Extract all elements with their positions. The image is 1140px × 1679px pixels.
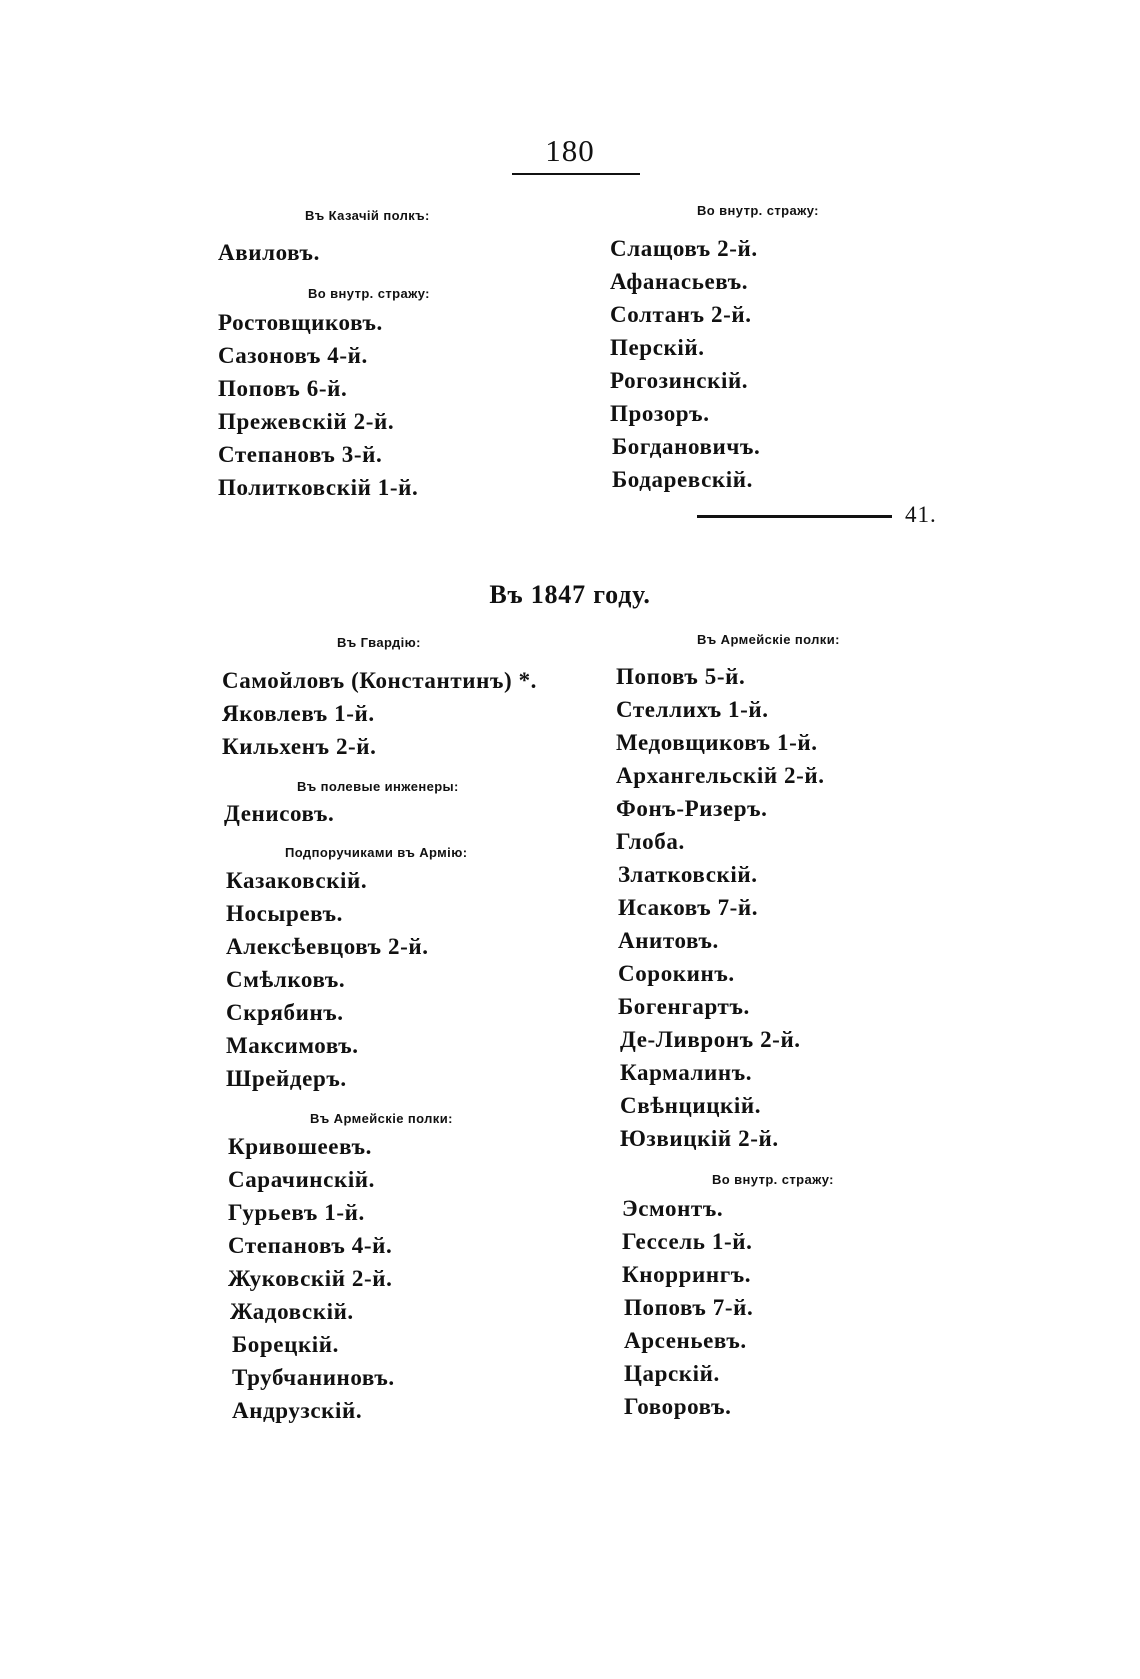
name-entry: Де-Ливронъ 2-й.: [620, 1027, 801, 1052]
heading-guards: Въ Гвардію:: [337, 635, 421, 650]
name-entry: Ростовщиковъ.: [218, 310, 383, 335]
name-entry: Свѣнцицкій.: [620, 1093, 762, 1118]
name-entry: Яковлевъ 1-й.: [222, 701, 375, 726]
name-entry: Гессель 1-й.: [622, 1229, 753, 1254]
name-entry: Алексѣевцовъ 2-й.: [226, 934, 429, 959]
section-title-1847: Въ 1847 году.: [489, 580, 651, 609]
name-entry: Слащовъ 2-й.: [610, 236, 758, 261]
name-entry: Сорокинъ.: [618, 961, 735, 986]
name-entry: Златковскій.: [618, 862, 758, 887]
name-entry: Архангельскій 2-й.: [616, 763, 825, 788]
name-entry: Стеллихъ 1-й.: [616, 697, 769, 722]
name-entry: Перскій.: [610, 335, 705, 360]
name-entry: Медовщиковъ 1-й.: [616, 730, 818, 755]
name-entry: Царскій.: [624, 1361, 720, 1386]
name-entry: Денисовъ.: [224, 801, 335, 826]
name-entry: Андрузскій.: [232, 1398, 363, 1423]
name-entry: Смѣлковъ.: [226, 967, 346, 992]
page-number: 180: [545, 133, 595, 168]
name-entry: Скрябинъ.: [226, 1000, 344, 1025]
name-entry: Жадовскій.: [230, 1299, 354, 1324]
name-entry: Афанасьевъ.: [610, 269, 749, 294]
name-entry: Говоровъ.: [624, 1394, 732, 1419]
name-entry: Кильхенъ 2-й.: [222, 734, 377, 759]
name-entry: Степановъ 3-й.: [218, 442, 383, 467]
name-entry: Политковскій 1-й.: [218, 475, 419, 500]
name-entry: Бодаревскій.: [612, 467, 753, 492]
page-number-rule: [512, 173, 640, 175]
name-entry: Богенгартъ.: [618, 994, 750, 1019]
name-entry: Жуковскій 2-й.: [228, 1266, 393, 1291]
name-entry: Носыревъ.: [226, 901, 343, 926]
heading-internal-guard: Во внутр. стражу:: [712, 1172, 834, 1187]
name-entry: Анитовъ.: [618, 928, 719, 953]
total-rule: [697, 515, 892, 518]
name-entry: Глоба.: [616, 829, 685, 854]
name-entry: Прозоръ.: [610, 401, 710, 426]
name-entry: Степановъ 4-й.: [228, 1233, 393, 1258]
name-entry: Кривошеевъ.: [228, 1134, 372, 1159]
name-entry: Кармалинъ.: [620, 1060, 753, 1085]
name-entry: Арсеньевъ.: [624, 1328, 747, 1353]
total-count: 41.: [905, 502, 937, 527]
name-entry: Гурьевъ 1-й.: [228, 1200, 365, 1225]
heading-field-engineers: Въ полевые инженеры:: [297, 779, 459, 794]
heading-cossack-regiment: Въ Казачій полкъ:: [305, 208, 430, 223]
name-entry: Самойловъ (Константинъ) *.: [222, 668, 538, 693]
name-entry: Прежевскій 2-й.: [218, 409, 395, 434]
name-entry: Сарачинскій.: [228, 1167, 376, 1192]
name-entry: Юзвицкій 2-й.: [620, 1126, 779, 1151]
name-entry: Казаковскій.: [226, 868, 368, 893]
name-entry: Авиловъ.: [218, 240, 320, 265]
name-entry: Фонъ-Ризеръ.: [616, 796, 768, 821]
heading-internal-guard: Во внутр. стражу:: [697, 203, 819, 218]
heading-army-regiments: Въ Армейскіе полки:: [697, 632, 840, 647]
name-entry: Богдановичъ.: [612, 434, 761, 459]
name-entry: Эсмонтъ.: [622, 1196, 724, 1221]
name-entry: Трубчаниновъ.: [232, 1365, 395, 1390]
name-entry: Поповъ 5-й.: [616, 664, 746, 689]
name-entry: Шрейдеръ.: [226, 1066, 347, 1091]
name-entry: Сазоновъ 4-й.: [218, 343, 368, 368]
name-entry: Борецкій.: [232, 1332, 340, 1357]
name-entry: Солтанъ 2-й.: [610, 302, 752, 327]
name-entry: Поповъ 6-й.: [218, 376, 348, 401]
heading-internal-guard: Во внутр. стражу:: [308, 286, 430, 301]
name-entry: Исаковъ 7-й.: [618, 895, 759, 920]
name-entry: Рогозинскій.: [610, 368, 749, 393]
name-entry: Поповъ 7-й.: [624, 1295, 754, 1320]
heading-army-regiments: Въ Армейскіе полки:: [310, 1111, 453, 1126]
heading-sublieutenants-army: Подпоручиками въ Армію:: [285, 845, 468, 860]
name-entry: Кноррингъ.: [622, 1262, 752, 1287]
name-entry: Максимовъ.: [226, 1033, 359, 1058]
